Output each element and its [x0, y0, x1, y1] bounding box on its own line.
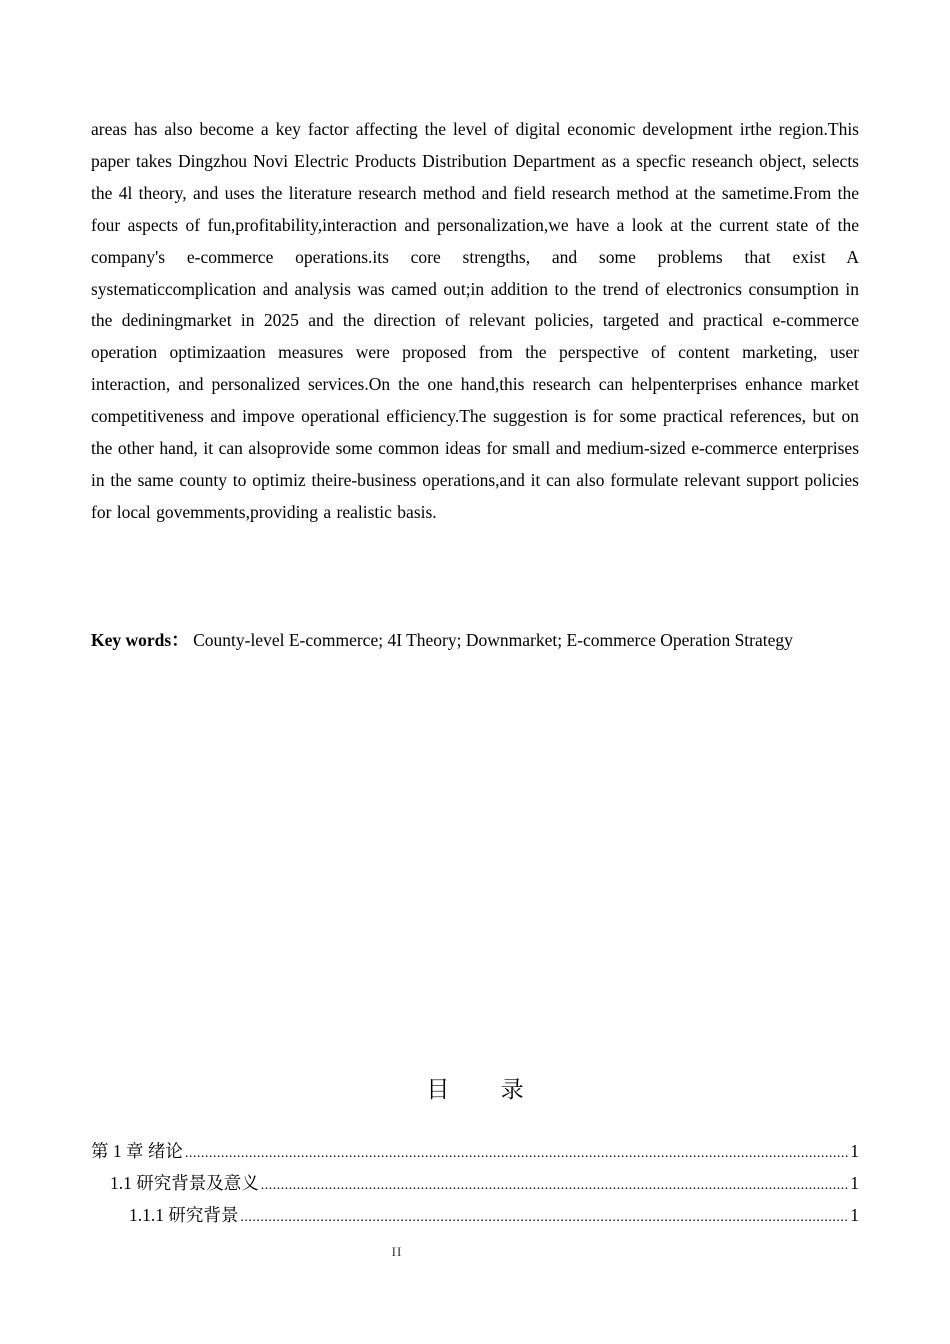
toc-entry-page: 1 — [850, 1141, 859, 1161]
keywords-line — [91, 625, 859, 657]
keywords-label: Key words： — [91, 630, 189, 650]
toc-entry[interactable] — [91, 1167, 859, 1199]
toc-entry[interactable] — [91, 1135, 859, 1167]
toc-entry-page: 1 — [850, 1205, 859, 1225]
toc-entry-label: 第 1 章 绪论 — [91, 1141, 183, 1161]
toc-title: 目 录 — [426, 1077, 546, 1103]
keywords-text: County-level E-commerce; 4I Theory; Downmarket; E-commerce Operation Strategy — [193, 630, 793, 650]
abstract-paragraph: areas has also become a key factor affecting the level of digital economic development irthe region.This paper takes Dingzhou Novi Electric Products Distribution Department as a specfic reseanch object, selects the 4l theory, and uses the literature research method and field research method at the sametime.From the four aspects of fun,profitability,interaction and personalization,we have a look at the current state of the company's e-commerce operations.its core strengths, and some problems that exist A systematiccomplication and analysis was camed out;in addition to the trend of electronics consumption in the dediningmarket in 2025 and the direction of relevant policies, targeted and practical e-commerce operation optimizaation measures were proposed from the perspective of content marketing, user interaction, and personalized services.On the one hand,this research can helpenterprises enhance market competitiveness and impove operational efficiency.The suggestion is for some practical references, but on the other hand, it can alsoprovide some common ideas for small and medium-sized e-commerce enterprises in the same county to optimiz theire-business operations,and it can also formulate relevant support policies for local govemments,providing a realistic basis. — [91, 119, 859, 522]
toc-entry-label: 1.1.1 研究背景 — [129, 1205, 239, 1225]
page-number: II — [391, 1244, 403, 1259]
toc-dot-leader — [261, 1170, 849, 1202]
toc-entry-page: 1 — [850, 1173, 859, 1193]
table-of-contents — [91, 1135, 859, 1231]
toc-dot-leader — [240, 1202, 848, 1234]
toc-dot-leader — [185, 1138, 848, 1170]
toc-entry-label: 1.1 研究背景及意义 — [110, 1173, 259, 1193]
toc-entry[interactable] — [91, 1199, 859, 1231]
